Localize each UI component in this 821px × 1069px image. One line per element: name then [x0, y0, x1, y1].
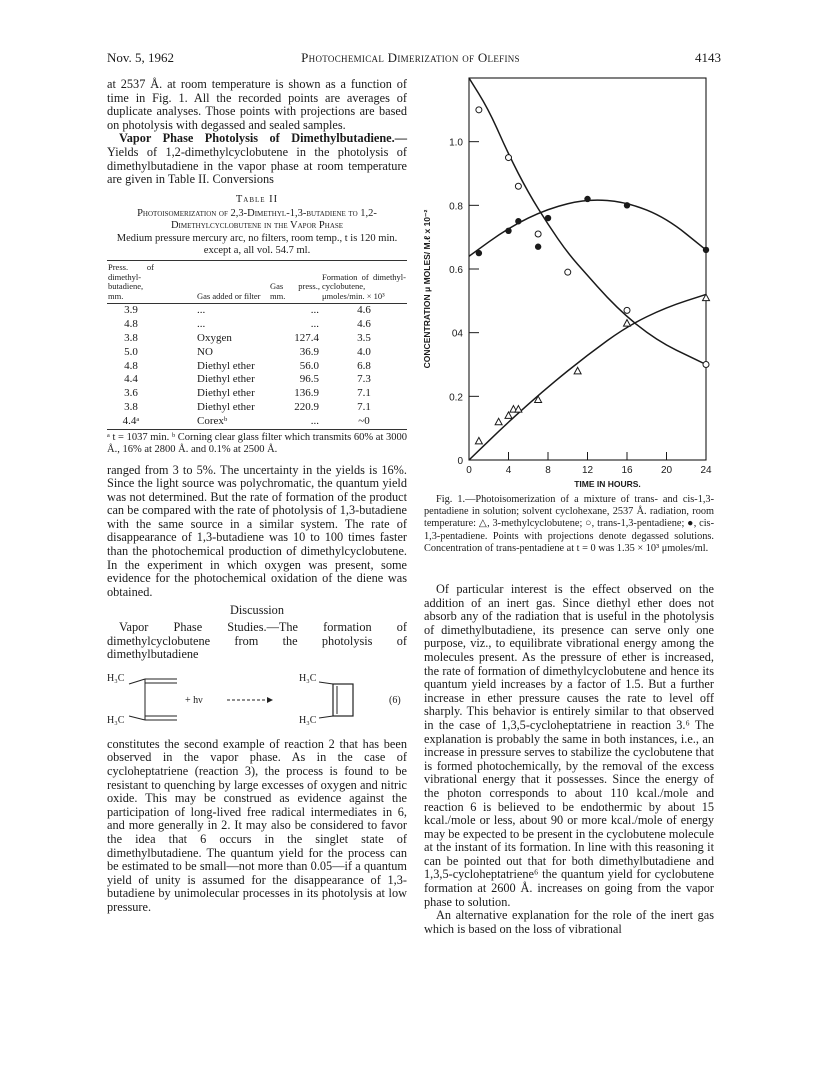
- table-cell: Diethyl ether: [197, 387, 255, 400]
- table-row: [107, 318, 407, 332]
- reaction-drawing: [107, 668, 407, 732]
- table-cell: 96.5: [299, 373, 319, 386]
- subsection-heading: Vapor Phase Studies.—: [119, 620, 279, 635]
- paragraph: [107, 132, 407, 186]
- table-cell: 4.6: [357, 318, 371, 331]
- data-point-triangle: [574, 367, 581, 374]
- running-date: Nov. 5, 1962: [107, 50, 175, 65]
- table-cell: 4.4: [124, 373, 138, 386]
- table-cell: 3.8: [124, 400, 138, 413]
- data-point-open-circle: [506, 155, 512, 161]
- table-header: Gas press., mm.: [269, 261, 321, 304]
- table-footnote: ᵃ t = 1037 min. ᵇ Corning clear glass filter which transmits 60% at 3000 Å., 16% at 2800 Å. and 0.1% at 2500 Å.: [107, 431, 407, 455]
- data-point-filled-circle: [535, 244, 541, 250]
- x-tick-label: 12: [581, 465, 594, 476]
- table-cell: NO: [197, 345, 213, 358]
- x-tick-label: 0: [466, 465, 472, 476]
- y-tick-label: 0.6: [449, 265, 463, 276]
- table-cell: 5.0: [124, 345, 138, 358]
- table-cell: 220.9: [294, 400, 319, 413]
- data-point-open-circle: [515, 183, 521, 189]
- table-cell: 36.9: [299, 345, 319, 358]
- table-row: [107, 387, 407, 401]
- y-tick-label: 04: [451, 328, 463, 340]
- substituent-label: H₃C: [107, 714, 125, 726]
- series-curve: [469, 294, 706, 460]
- table-cell: 4.0: [357, 345, 371, 358]
- table-cell: 3.9: [124, 304, 138, 317]
- light-label: + hν: [185, 694, 203, 706]
- substituent-label: H₃C: [299, 714, 317, 726]
- data-point-triangle: [495, 418, 502, 425]
- table-row: [107, 304, 407, 318]
- x-tick-label: 8: [545, 465, 551, 476]
- table-cell: Diethyl ether: [197, 373, 255, 386]
- section-heading: Discussion: [230, 603, 284, 618]
- table-cell: 3.5: [357, 331, 371, 344]
- table-row: [107, 401, 407, 415]
- data-point-filled-circle: [505, 228, 511, 234]
- data-table: [107, 260, 407, 429]
- data-point-open-circle: [624, 307, 630, 313]
- y-tick-label: 0.8: [449, 201, 463, 213]
- data-point-open-circle: [703, 362, 709, 368]
- table-cell: ...: [310, 318, 319, 331]
- data-point-triangle: [505, 412, 512, 419]
- table-row: [107, 346, 407, 360]
- figure-caption: [424, 494, 714, 555]
- table-caption: Photoisomerization of 2,3-Dimethyl-1,3-butadiene to 1,2-Dimethylcyclobutene in the Vapor Phase: [137, 208, 377, 232]
- table-cell: 4.8: [124, 318, 138, 331]
- table-cell: 6.8: [357, 359, 371, 372]
- table-cell: 127.4: [294, 331, 319, 344]
- table-cell: 4.6: [357, 304, 371, 317]
- table-cell: ...: [197, 318, 206, 331]
- table-cell: 7.3: [357, 373, 371, 386]
- table-cell: Diethyl ether: [197, 400, 255, 413]
- paragraph: constitutes the second example of reaction 2 that has been observed in the vapor phase. As in the case of cycloheptatriene (reaction 3), the process is found to be resistant to quenching by large excesses of oxygen and nitric oxide. This may be construed as evidence against the participation of long-lived free radical intermediates in 6, and more generally in 2. It may also be considered to favor the idea that 6 occurs in the singlet state of dimethylbutadiene. The quantum yield for the process can be estimated to be small—not more than 0.05—if a quantum yield of unity is assumed for the disappearance of 1,3-butadiene by unimolecular processes in its photolysis at low pressure.: [107, 736, 407, 914]
- table-cell: 3.6: [124, 387, 138, 400]
- table-cell: 4.8: [124, 359, 138, 372]
- data-point-open-circle: [565, 269, 571, 275]
- data-point-filled-circle: [515, 218, 521, 224]
- data-point-filled-circle: [624, 202, 630, 208]
- table-cell: 7.1: [357, 387, 371, 400]
- table-header: Press. of dimethyl-butadiene, mm.: [107, 261, 155, 304]
- paragraph: Of particular interest is the effect observed on the addition of an inert gas. Since diethyl ether does not absorb any of the radiation that is useful in the photolysis of dimethylbutadiene, its presence can serve only one purpose, viz., to equilibrate vibrational energy among the molecules present. As the pressure of ether is increased, the rate of formation of dimethylcyclobutene and hence its quantum yield increases by a factor of 1.5. But a further increase in ether pressure causes the rate to level off sharply. This behavior is entirely similar to that observed in the case of 1,3,5-cycloheptatriene in reaction 3.⁶ The explanation is probably the same in both instances, i.e., an increase in pressure serves to stabilize the cyclobutene that is formed photochemically, by the removal of the excess vibrational energy that it possesses. Since the energy of the photon corresponds to about 110 kcal./mole and reaction 6 is believed to be endothermic by about 15 kcal./mole or less, about 90 or more kcal./mole of energy may be expected to be present in the cyclobutene molecule at the instant of its formation. In line with this reasoning it can be pointed out that for both dimethylbutadiene and 1,3,5-cycloheptatriene⁶ the quantum yield for cyclobutene formation at 2600 Å. increases on going from the vapor phase to solution.: [424, 582, 714, 909]
- table-row: [107, 332, 407, 346]
- substituent-label: H₃C: [107, 672, 125, 684]
- table-cell: 4.4ᵃ: [122, 414, 140, 427]
- table-cell: 56.0: [299, 359, 319, 372]
- section-heading: Vapor Phase Photolysis of Dimethylbutadiene.—: [119, 131, 407, 146]
- table-note: Medium pressure mercury arc, no filters, room temp., t is 120 min. except a, all vol. 54.7 ml.: [116, 233, 398, 257]
- table-cell: Diethyl ether: [197, 359, 255, 372]
- x-axis-label: TIME IN HOURS.: [574, 479, 641, 488]
- data-point-open-circle: [535, 231, 541, 237]
- table-cell: ...: [197, 304, 206, 317]
- series-curve: [469, 78, 706, 365]
- table-cell: 7.1: [357, 400, 371, 413]
- x-tick-label: 4: [505, 465, 512, 476]
- table-cell: Oxygen: [197, 331, 232, 344]
- table-cell: ~0: [358, 414, 370, 427]
- paragraph: An alternative explanation for the role of the inert gas which is based on the loss of vibrational: [424, 908, 714, 936]
- series-curve: [469, 200, 706, 256]
- paragraph-text: Yields of 1,2-dimethylcyclobutene in the photolysis of dimethylbutadiene in the vapor phase at room temperature are given in Table II. Conversions: [107, 144, 407, 187]
- x-tick-label: 24: [700, 465, 712, 476]
- plot-frame: [469, 78, 706, 460]
- table-cell: 136.9: [294, 387, 319, 400]
- table-row: [107, 415, 407, 429]
- data-point-triangle: [515, 406, 522, 413]
- running-title: Photochemical Dimerization of Olefins: [301, 50, 520, 65]
- data-point-triangle: [624, 320, 631, 327]
- y-tick-label: 0.2: [449, 392, 463, 404]
- table-cell: ...: [310, 304, 319, 317]
- y-tick-label: 0: [457, 456, 463, 467]
- paragraph: [107, 621, 407, 662]
- reaction-scheme: [107, 668, 407, 732]
- page-number: 4143: [695, 50, 721, 65]
- data-point-triangle: [475, 437, 482, 444]
- table-row: [107, 360, 407, 374]
- y-tick-label: 1.0: [449, 137, 463, 149]
- table-header: Gas added or filter: [155, 261, 269, 304]
- x-tick-label: 16: [621, 465, 633, 476]
- table-cell: ...: [310, 414, 319, 427]
- x-tick-label: 20: [660, 465, 673, 476]
- substituent-label: H₃C: [299, 672, 317, 684]
- figure-1-chart: [412, 68, 712, 488]
- data-point-filled-circle: [545, 215, 551, 221]
- paragraph: ranged from 3 to 5%. The uncertainty in the yields is 16%. Since the light source was polychromatic, the quantum yield was not determined. But the rate of formation of the product can be compared with the rate of photolysis of 1,3-butadiene with the same source in a similar system. The rate of disappearance of 1,3-butadiene was 10 to 100 times faster than the photochemical production of dimethylcyclobutene. In the experiment in which oxygen was present, some evidence for the photochemical oxidation of the diene was obtained.: [107, 462, 407, 599]
- left-column: [107, 78, 407, 915]
- table-title: Table II: [235, 193, 279, 205]
- paragraph: at 2537 Å. at room temperature is shown as a function of time in Fig. 1. All the recorded points are averages of duplicate analyses. Those points with projections are based on photolysis with degassed and sealed samples.: [107, 77, 407, 132]
- table-row: [107, 373, 407, 387]
- data-point-filled-circle: [476, 250, 482, 256]
- right-column: [424, 583, 714, 936]
- paragraph-text: The formation of dimethylcyclobutene from the photolysis of dimethylbutadiene: [107, 620, 407, 662]
- table-header: Formation of dimethyl-cyclobutene, μmoles/min. × 10³: [321, 261, 407, 304]
- data-point-filled-circle: [584, 196, 590, 202]
- figure-caption-text: Fig. 1.—Photoisomerization of a mixture of trans- and cis-1,3-pentadiene in solution; solvent cyclohexane, 2537 Å. radiation, room temperature: △, 3-methylcyclobutene; ○, trans-1,3-pentadiene; ●, cis-1,3-pentadiene. Points with projections denote degassed solutions. Concentration of trans-pentadiene at t = 0 was 1.35 × 10³ μmoles/ml.: [424, 494, 714, 554]
- table-cell: Corexᵇ: [197, 414, 228, 427]
- data-point-filled-circle: [703, 247, 709, 253]
- table-cell: 3.8: [124, 331, 138, 344]
- data-point-open-circle: [476, 107, 482, 113]
- y-axis-label: CONCENTRATION μ MOLES/ M.ℓ x 10⁻²: [422, 209, 432, 369]
- equation-number: (6): [389, 694, 401, 706]
